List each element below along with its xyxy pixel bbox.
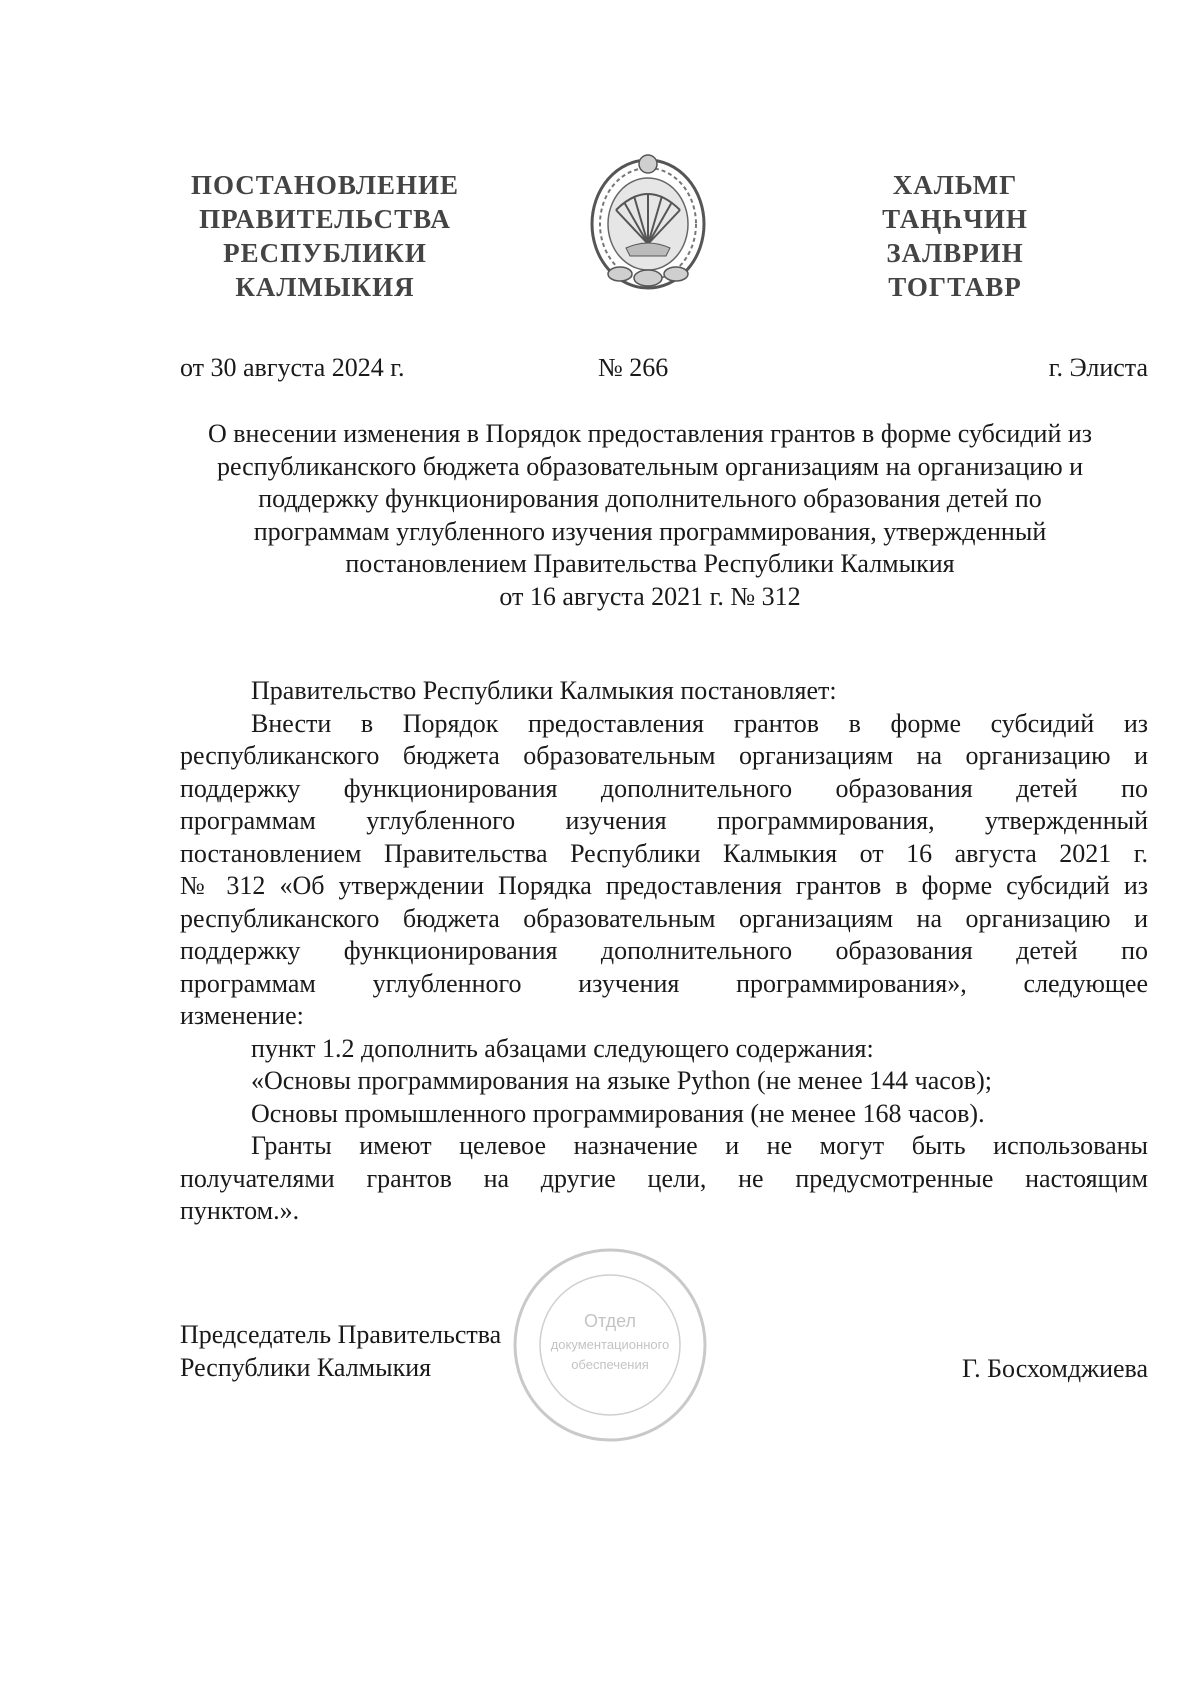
document-number: № 266 xyxy=(598,353,669,382)
header-right-line: ХАЛЬМГ xyxy=(892,170,1018,200)
title-line: республиканского бюджета образовательным организациям на организацию и xyxy=(216,451,1084,481)
item-paragraph: пункт 1.2 дополнить абзацами следующего содержания: xyxy=(251,1033,874,1063)
body-line: поддержку функционирования дополнительного образования детей по xyxy=(180,936,1148,965)
document-date: от 30 августа 2024 г. xyxy=(180,353,405,382)
body-line: программам углубленного изучения программирования», следующее xyxy=(180,968,1148,998)
intro-paragraph: Правительство Республики Калмыкия постановляет: xyxy=(251,676,837,705)
body-line: республиканского бюджета образовательным организациям на организацию и xyxy=(180,741,1148,770)
body-line: поддержку функционирования дополнительного образования детей по xyxy=(180,773,1148,803)
title-line: постановлением Правительства Республики Калмыкия xyxy=(345,549,955,578)
title-line: поддержку функционирования дополнительного образования детей по xyxy=(258,484,1042,513)
header-right-line: ТОГТАВР xyxy=(888,272,1022,302)
header-left-line: КАЛМЫКИЯ xyxy=(235,272,415,302)
body-line: республиканского бюджета образовательным организациям на организацию и xyxy=(180,903,1148,933)
body-line: изменение: xyxy=(180,1001,304,1030)
document-title xyxy=(150,418,1150,613)
title-line: О внесении изменения в Порядок предоставления грантов в форме субсидий из xyxy=(207,419,1093,448)
signatory-name: Г. Босхомджиева xyxy=(962,1354,1148,1383)
header-right-title xyxy=(855,168,1055,304)
header-left-line: ПОСТАНОВЛЕНИЕ xyxy=(190,170,460,200)
signatory-position-line: Председатель Правительства xyxy=(180,1320,502,1349)
title-line: программам углубленного изучения программирования, утвержденный xyxy=(253,516,1047,546)
header-right-line: ЗАЛВРИН xyxy=(886,238,1024,268)
document-city: г. Элиста xyxy=(1048,353,1148,382)
stamp-text: Отдел xyxy=(583,1311,637,1331)
header-right-line: ТАҢҺЧИН xyxy=(882,204,1028,234)
signatory-position xyxy=(180,1318,501,1384)
body-line: пунктом.». xyxy=(180,1196,300,1225)
grants-paragraph xyxy=(180,1130,1148,1228)
body-line: получателями грантов на другие цели, не предусмотренные настоящим xyxy=(180,1163,1148,1193)
official-stamp xyxy=(510,1245,710,1445)
signatory-position-line: Республики Калмыкия xyxy=(180,1353,432,1382)
svg-text:обеспечения: обеспечения xyxy=(571,1357,649,1372)
title-line: от 16 августа 2021 г. № 312 xyxy=(499,581,801,611)
quote-paragraph: Основы промышленного программирования (не менее 168 часов). xyxy=(251,1098,985,1128)
header-left-line: ПРАВИТЕЛЬСТВА xyxy=(199,204,451,234)
svg-text:документационного: документационного xyxy=(550,1337,670,1352)
header-left-line: РЕСПУБЛИКИ xyxy=(223,238,427,268)
body-line: программам углубленного изучения программирования, утвержденный xyxy=(180,806,1148,835)
main-paragraph xyxy=(180,708,1148,1033)
body-line: Внести в Порядок предоставления грантов в форме субсидий из xyxy=(251,708,1148,738)
kalmykia-coat-of-arms-icon xyxy=(586,148,710,294)
body-line: № 312 «Об утверждении Порядка предоставления грантов в форме субсидий из xyxy=(180,871,1148,900)
quote-paragraph: «Основы программирования на языке Python (не менее 144 часов); xyxy=(251,1066,992,1095)
document-body xyxy=(180,675,1148,1228)
body-line: постановлением Правительства Республики Калмыкия от 16 августа 2021 г. xyxy=(180,838,1148,868)
body-line: Гранты имеют целевое назначение и не могут быть использованы xyxy=(251,1131,1148,1160)
header-left-title xyxy=(190,168,460,304)
